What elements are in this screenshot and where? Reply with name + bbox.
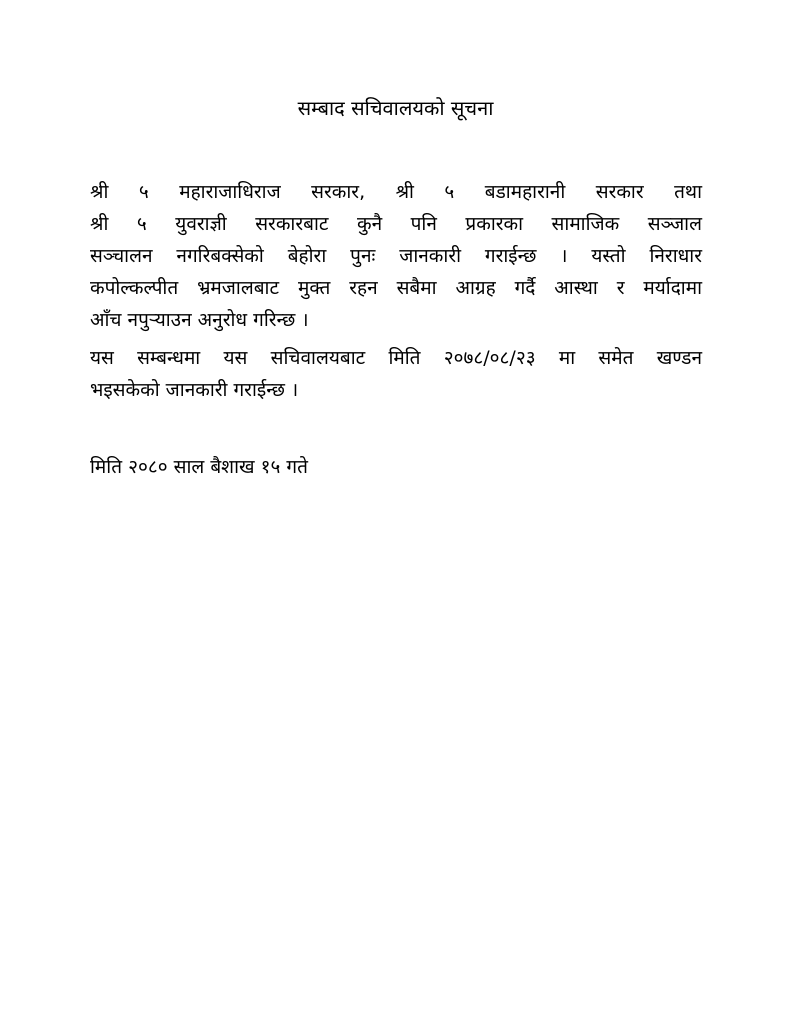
date-text: मिति २०८० साल बैशाख १५ गते <box>90 456 308 478</box>
paragraph-2-line: भइसकेको जानकारी गराईन्छ । <box>90 379 299 401</box>
notice-paragraph-2 <box>90 342 702 406</box>
notice-paragraph-1 <box>90 176 702 336</box>
notice-title: सम्बाद सचिवालयको सूचना <box>297 96 494 120</box>
paragraph-2-line: यस सम्बन्धमा यस सचिवालयबाट मिति २०७८/०८/२३ मा समेत खण्डन <box>90 347 702 369</box>
notice-date <box>90 451 702 483</box>
paragraph-1-line: श्री ५ युवराज्ञी सरकारबाट कुनै पनि प्रकारका सामाजिक सञ्जाल <box>90 213 702 235</box>
paragraph-1-line: कपोल्कल्पीत भ्रमजालबाट मुक्त रहन सबैमा आग्रह गर्दै आस्था र मर्यादामा <box>90 277 702 299</box>
paragraph-1-line: सञ्चालन नगरिबक्सेको बेहोरा पुनः जानकारी गराईन्छ । यस्तो निराधार <box>90 245 702 267</box>
paragraph-1-line: आँच नपुर्‍याउन अनुरोध गरिन्छ । <box>90 309 309 331</box>
paragraph-1-line: श्री ५ महाराजाधिराज सरकार, श्री ५ बडामहारानी सरकार तथा <box>90 181 702 203</box>
